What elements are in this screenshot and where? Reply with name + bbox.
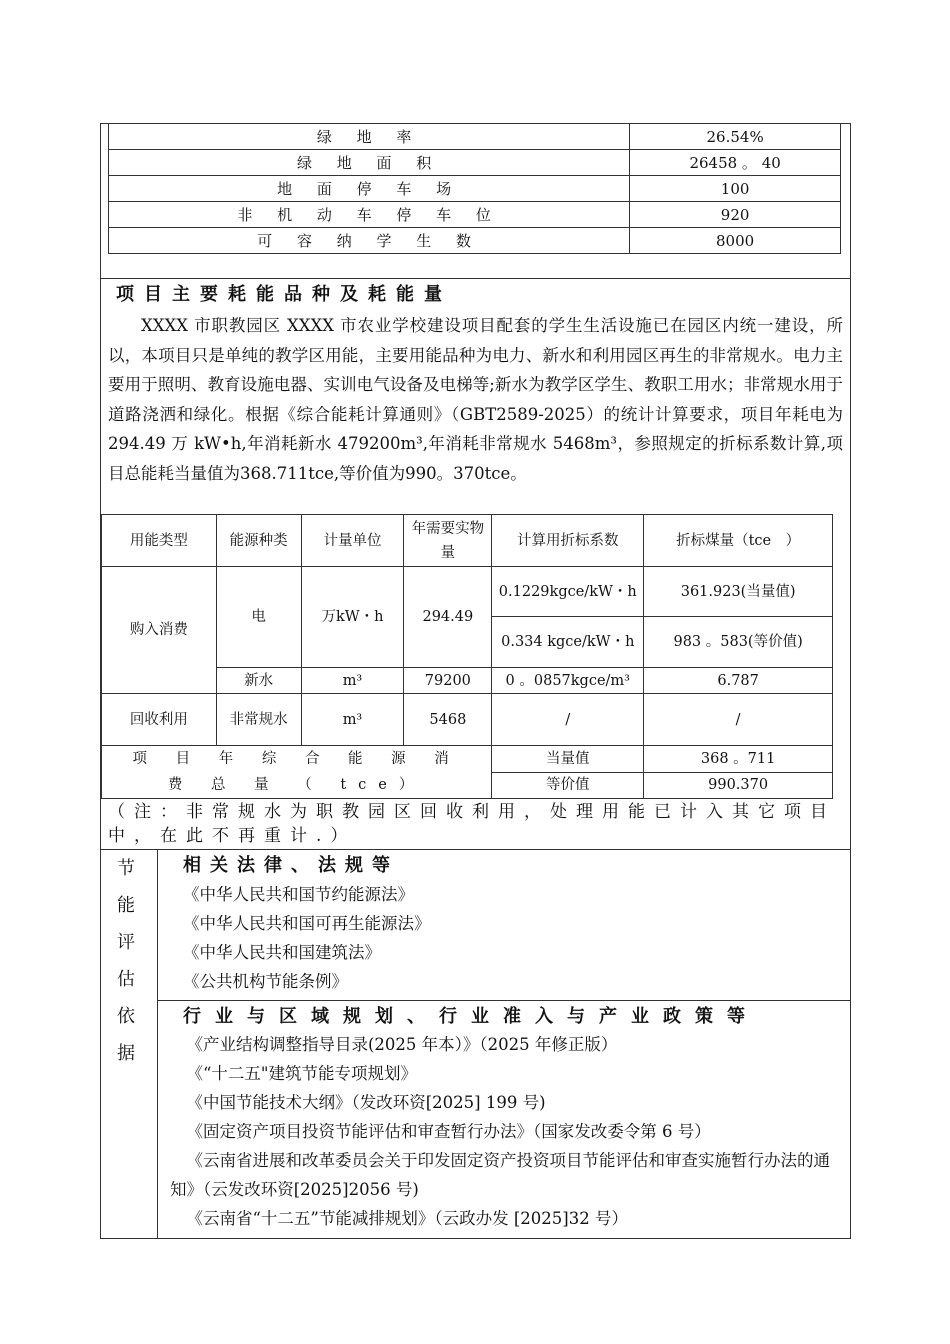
side-char: 据 [117,1043,135,1064]
total-label: 项 目 年 综 合 能 源 消 费 总 量 （ tce） [102,746,492,799]
side-char: 评 [117,932,135,953]
elec-val-price: 983 。583(等价值) [644,617,833,668]
elec-name: 电 [216,567,301,668]
list-item: 《中华人民共和国可再生能源法》 [183,914,431,933]
row-label: 非 机 动 车 停 车 位 [109,202,630,228]
list-item: 《“十二五"建筑节能专项规划》 [186,1064,418,1083]
header-cell: 计算用折标系数 [492,515,644,567]
row-label: 地 面 停 车 场 [109,176,630,202]
row-label: 绿 地 面 积 [109,150,630,176]
table-row [109,202,841,228]
price-value: 990.370 [644,772,833,799]
side-char: 依 [117,1006,135,1027]
side-char: 节 [117,858,135,879]
elec-coef-equiv: 0.1229kgce/kW・h [492,567,644,617]
equiv-value: 368 。711 [644,746,833,773]
nonconv-qty: 5468 [404,694,492,746]
policy-title: 行业与区域规划、行业准入与产业政策等 [183,1006,759,1027]
row-value: 100 [630,176,841,202]
elec-val-equiv: 361.923(当量值) [644,567,833,617]
water-coef: 0 。0857kgce/m³ [492,668,644,694]
nonconv-unit: m³ [301,694,404,746]
list-item: 《产业结构调整指导目录(2025 年本）》（2025 年修正版） [186,1035,618,1054]
policy-list [170,1030,845,1233]
list-item: 《中华人民共和国节约能源法》 [183,885,414,904]
side-char: 估 [117,969,135,990]
laws-title: 相关法律、法规等 [183,855,399,876]
equiv-label: 当量值 [492,746,644,773]
row-value: 920 [630,202,841,228]
water-val: 6.787 [644,668,833,694]
water-unit: m³ [301,668,404,694]
price-label: 等价值 [492,772,644,799]
purchase-label: 购入消费 [102,567,217,694]
row-label: 可 容 纳 学 生 数 [109,228,630,254]
basis-column-divider [157,850,158,1239]
list-item: 《公共机构节能条例》 [183,972,348,991]
laws-list [183,880,431,996]
side-char: 能 [117,895,135,916]
list-item: 《中国节能技术大纲》（发改环资[2025] 199 号) [186,1093,546,1112]
header-cell: 计量单位 [301,515,404,567]
table-row [102,567,833,617]
table-note: （注：非常规水为职教园区回收利用，处理用能已计入其它项目中，在此不再重计.） [108,802,836,846]
table-row [109,228,841,254]
section-divider [157,1000,851,1001]
elec-coef-price: 0.334 kgce/kW・h [492,617,644,668]
header-cell: 能源种类 [216,515,301,567]
table-row [102,694,833,746]
table-row [109,124,841,150]
elec-unit: 万kW・h [301,567,404,668]
header-cell: 用能类型 [102,515,217,567]
energy-paragraph: XXXX 市职教园区 XXXX 市农业学校建设项目配套的学生生活设施已在园区内统一建设，所以，本项目只是单纯的教学区用能，主要用能品种为电力、新水和利用园区再生的非常规水。电力主要用于照明、教育设施电器、实训电气设备及电梯等;新水为教学区学生、教职工用水；非常规水用于道路浇洒和绿化。根据《综合能耗计算通则》（GBT2589-2025）的统计计算要求，项目年耗电为 294.49 万 kW•h,年消耗新水 479200m³,年消耗非常规水 5468m³，参照规定的折标系数计算,项目总能耗当量值为368.711tce,等价值为990。370tce。 [108,316,843,483]
nonconv-val: / [644,694,833,746]
header-cell: 年需要实物量 [404,515,492,567]
list-item: 《云南省“十二五”节能减排规划》（云政办发 [2025]32 号） [186,1209,628,1228]
row-value: 8000 [630,228,841,254]
energy-section-title: 项目主要耗能品种及耗能量 [116,284,452,305]
nonconv-name: 非常规水 [216,694,301,746]
row-value: 26.54% [630,124,841,150]
row-label: 绿 地 率 [109,124,630,150]
energy-description [108,311,843,488]
section-divider [100,849,851,850]
water-qty: 79200 [404,668,492,694]
table-header-row [102,515,833,567]
table-row [102,746,833,773]
elec-qty: 294.49 [404,567,492,668]
list-item: 《固定资产项目投资节能评估和审查暂行办法》（国家发改委令第 6 号） [186,1122,711,1141]
list-item: 《云南省进展和改革委员会关于印发固定资产投资项目节能评估和审查实施暂行办法的通知》（云发改环资[2025]2056 号) [170,1151,830,1199]
table-row [109,150,841,176]
section-divider [100,278,851,279]
table-row [109,176,841,202]
recycle-label: 回收利用 [102,694,217,746]
nonconv-coef: / [492,694,644,746]
basis-side-label [112,850,140,1072]
row-value: 26458 。 40 [630,150,841,176]
site-indicators-table [108,123,841,254]
list-item: 《中华人民共和国建筑法》 [183,943,381,962]
header-cell: 折标煤量（tce ） [644,515,833,567]
energy-table [101,514,833,799]
water-name: 新水 [216,668,301,694]
